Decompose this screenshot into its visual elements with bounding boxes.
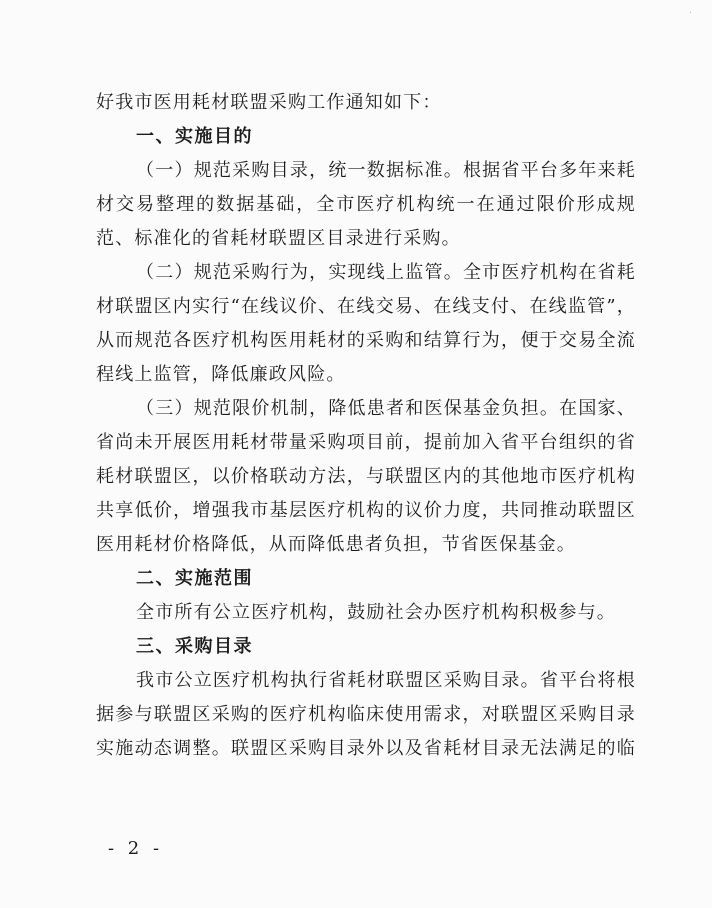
body-line: 全市所有公立医疗机构，鼓励社会办医疗机构积极参与。 [136, 602, 616, 623]
page-number: - 2 - [108, 838, 164, 859]
body-line: 耗材联盟区，以价格联动方法，与联盟区内的其他地市医疗机构 [96, 466, 636, 487]
section-heading-2: 二、实施范围 [136, 568, 253, 589]
section-heading-1: 一、实施目的 [136, 126, 253, 147]
body-line: 好我市医用耗材联盟采购工作通知如下： [96, 92, 442, 113]
body-line: 从而规范各医疗机构医用耗材的采购和结算行为，便于交易全流 [96, 330, 636, 351]
body-line: 程线上监管，降低廉政风险。 [96, 364, 346, 385]
body-line: 材联盟区内实行“在线议价、在线交易、在线支付、在线监管”， [96, 296, 636, 317]
body-line: 实施动态调整。联盟区采购目录外以及省耗材目录无法满足的临 [96, 738, 636, 759]
body-line: （三）规范限价机制，降低患者和医保基金负担。在国家、 [136, 398, 636, 419]
body-line: 共享低价，增强我市基层医疗机构的议价力度，共同推动联盟区 [96, 500, 636, 521]
body-line: 我市公立医疗机构执行省耗材联盟区采购目录。省平台将根 [136, 670, 636, 691]
body-line: 省尚未开展医用耗材带量采购项目前，提前加入省平台组织的省 [96, 432, 636, 453]
corner-mark: · [688, 8, 692, 19]
section-heading-3: 三、采购目录 [136, 636, 253, 657]
body-line: 医用耗材价格降低，从而降低患者负担，节省医保基金。 [96, 534, 576, 555]
body-line: （二）规范采购行为，实现线上监管。全市医疗机构在省耗 [136, 262, 636, 283]
body-line: 据参与联盟区采购的医疗机构临床使用需求，对联盟区采购目录 [96, 704, 636, 725]
body-line: 范、标准化的省耗材联盟区目录进行采购。 [96, 228, 461, 249]
body-line: （一）规范采购目录，统一数据标准。根据省平台多年来耗 [136, 160, 636, 181]
document-body [96, 86, 636, 766]
body-line: 材交易整理的数据基础，全市医疗机构统一在通过限价形成规 [96, 194, 636, 215]
